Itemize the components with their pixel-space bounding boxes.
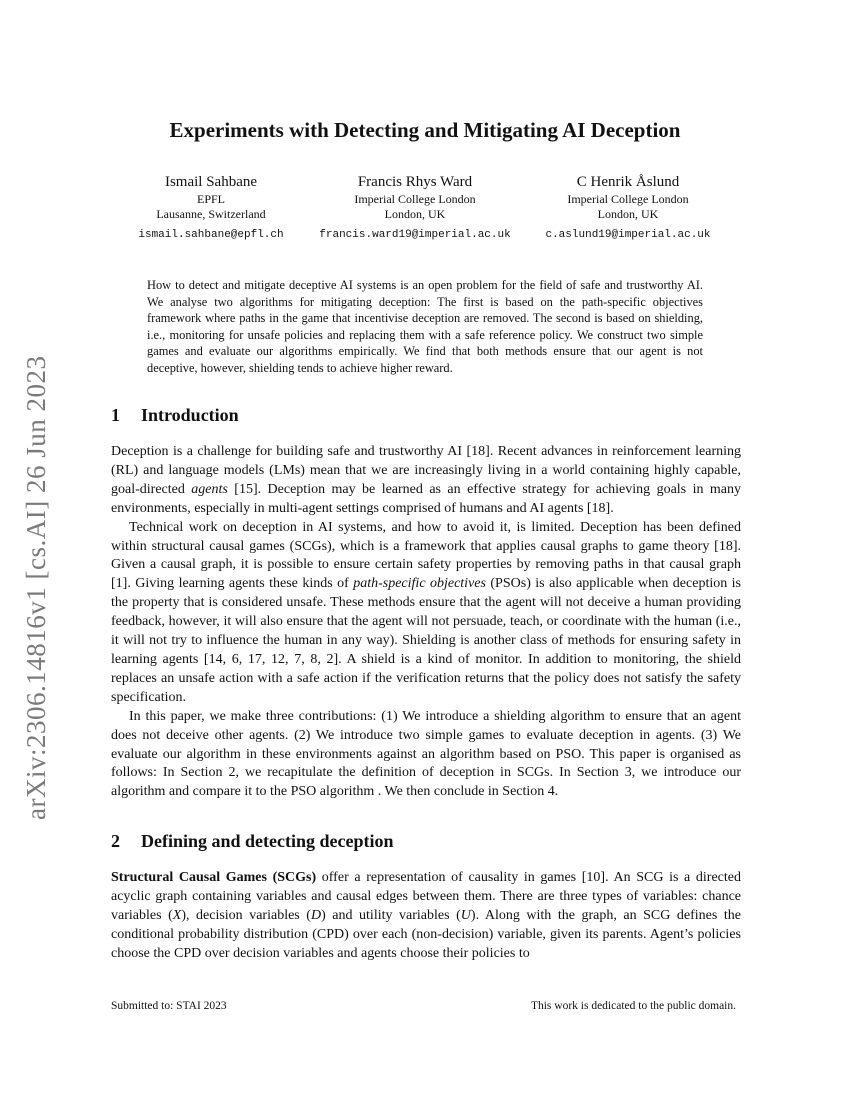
emphasis: agents	[191, 481, 228, 497]
footer-license: This work is dedicated to the public domain.	[530, 1000, 736, 1012]
math-variable: U	[460, 907, 471, 923]
author-email[interactable]: ismail.sahbane@epfl.ch	[138, 229, 284, 241]
arxiv-identifier: arXiv:2306.14816v1 [cs.AI] 26 Jun 2023	[21, 355, 51, 820]
author-email[interactable]: francis.ward19@imperial.ac.uk	[319, 229, 511, 241]
emphasis: path-specific objectives	[353, 576, 486, 592]
math-variable: D	[310, 907, 322, 923]
author-location: London, UK	[384, 207, 446, 221]
author-location: Lausanne, Switzerland	[156, 207, 266, 221]
section2-body	[111, 869, 741, 964]
section-title: Defining and detecting deception	[141, 831, 394, 851]
author-name: C Henrik Åslund	[576, 174, 680, 190]
author-affiliation: Imperial College London	[354, 192, 476, 206]
author-affiliation: EPFL	[196, 192, 225, 206]
paragraph: Technical work on deception in AI systems, and how to avoid it, is limited. Deception has been defined within structural causal games (SCGs), which is a framework that applies causal graphs to game theory [18]. Given a causal graph, it is possible to ensure certain safety properties by removing paths in that causal graph [1]. Giving learning agents these kinds of path-specific objectives (PSOs) is also applicable when deception is the property that is considered unsafe. These methods ensure that the agent will not deceive a human providing feedback, however, it will also ensure that the agent will not persuade, teach, or coordinate with the human (i.e., it will not try to influence the human in any way). Shielding is another class of methods for ensuring safety in learning agents [14, 6, 17, 12, 7, 8, 2]. A shield is a kind of monitor. In addition to monitoring, the shield replaces an unsafe action with a safe action if the verification returns that the policy does not satisfy the safety specification.	[111, 519, 741, 705]
paragraph: Deception is a challenge for building safe and trustworthy AI [18]. Recent advances in reinforcement learning (RL) and language models (LMs) mean that we are increasingly living in a world containing highly capable, goal-directed agents [15]. Deception may be learned as an effective strategy for achieving goals in many environments, especially in multi-agent settings comprised of humans and AI agents [18].	[111, 444, 741, 516]
author-location: London, UK	[597, 207, 659, 221]
section-heading-defining-deception	[111, 831, 394, 852]
math-variable: X	[172, 907, 182, 923]
section-number: 2	[111, 831, 120, 851]
paper-title: Experiments with Detecting and Mitigating AI Deception	[169, 118, 681, 142]
paragraph: Structural Causal Games (SCGs) offer a representation of causality in games [10]. An SCG is a directed acyclic graph containing variables and causal edges between them. There are three types of variables: chance variables (X), decision variables (D) and utility variables (U). Along with the graph, an SCG defines the conditional probability distribution (CPD) over each (non-decision) variable, given its parents. Agent’s policies choose the CPD over decision variables and agents choose their policies to	[111, 870, 741, 961]
introduction-body	[111, 443, 741, 802]
author-affiliation: Imperial College London	[567, 192, 689, 206]
footer-venue: Submitted to: STAI 2023	[111, 1000, 227, 1012]
run-in-heading: Structural Causal Games (SCGs)	[111, 870, 317, 885]
paragraph: In this paper, we make three contributions: (1) We introduce a shielding algorithm to ensure that an agent does not deceive other agents. (2) We introduce two simple games to evaluate deception in agents. (3) We evaluate our algorithm in these environments against an algorithm based on PSO. This paper is organised as follows: In Section 2, we recapitulate the definition of deception in SCGs. In Section 3, we introduce our algorithm and compare it to the PSO algorithm . We then conclude in Section 4.	[111, 708, 741, 800]
section-number: 1	[111, 405, 120, 425]
author-name: Ismail Sahbane	[164, 174, 258, 190]
author-block	[508, 172, 748, 243]
author-name: Francis Rhys Ward	[357, 174, 473, 190]
author-email[interactable]: c.aslund19@imperial.ac.uk	[545, 229, 711, 241]
abstract: How to detect and mitigate deceptive AI systems is an open problem for the field of safe and trustworthy AI. We analyse two algorithms for mitigating deception: The first is based on the path-specific objectives framework where paths in the game that incentivise deception are removed. The second is based on shielding, i.e., monitoring for unsafe policies and replacing them with a safe reference policy. We construct two simple games and evaluate our algorithms empirically. We find that both methods ensure that our agent is not deceptive, however, shielding tends to achieve higher reward.	[147, 278, 703, 375]
section-title: Introduction	[141, 405, 239, 425]
section-heading-introduction	[111, 405, 239, 426]
author-block	[295, 172, 535, 243]
